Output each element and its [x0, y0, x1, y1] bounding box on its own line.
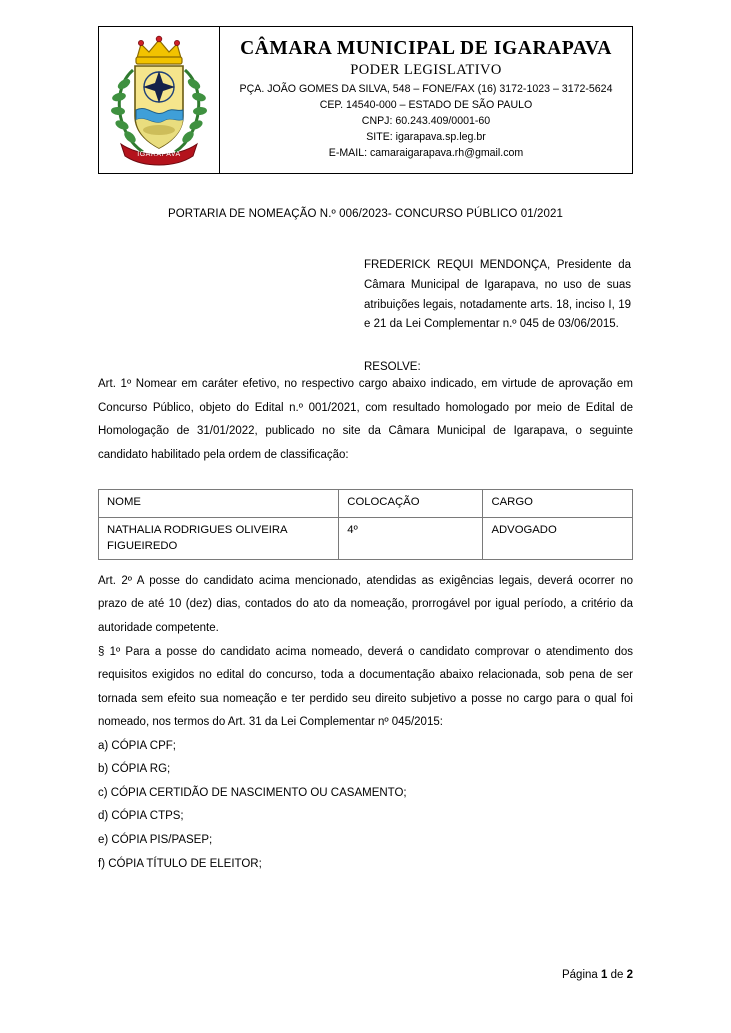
resolve-label: RESOLVE:: [364, 361, 421, 374]
institution-cnpj: CNPJ: 60.243.409/0001-60: [361, 115, 491, 128]
institution-title: CÂMARA MUNICIPAL DE IGARAPAVA: [240, 37, 612, 59]
footer-total-pages: 2: [626, 969, 633, 981]
intro-paragraph: FREDERICK REQUI MENDONÇA, Presidente da Câmara Municipal de Igarapava, no uso de suas atribuições legais, notadamente arts. 18, inciso I, 19 e 21 da Lei Complementar n.º 045 de 03/06/2015.: [364, 259, 631, 331]
article-1-paragraph: Art. 1º Nomear em caráter efetivo, no respectivo cargo abaixo indicado, em virtude de aprovação em Concurso Público, objeto do Edital n.º 001/2021, com resultado homologado por meio de Edital de Homologação de 31/01/2022, publicado no site da Câmara Municipal de Igarapava, o seguinte candidato habilitado pela ordem de classificação:: [98, 378, 633, 461]
list-item: b) CÓPIA RG;: [98, 763, 171, 776]
coat-of-arms-icon: [107, 32, 211, 168]
list-item: d) CÓPIA CTPS;: [98, 810, 184, 823]
footer-prefix: Página: [561, 969, 601, 981]
table-row: [99, 518, 633, 560]
cell-cargo: ADVOGADO: [483, 518, 633, 560]
crest-motto-text: IGARAPAVA: [137, 151, 181, 158]
institution-subtitle: PODER LEGISLATIVO: [350, 61, 502, 78]
paragraph-1: § 1º Para a posse do candidato acima nomeado, deverá o candidato comprovar o atendimento dos requisitos exigidos no edital do concurso, toda a documentação abaixo relacionada, sob pena de ser tornada sem efeito sua nomeação e ter perdido seu direito subjetivo a posse no cargo para o qual foi nomeado, nos termos do Art. 31 da Lei Complementar nº 045/2015:: [98, 645, 633, 729]
table-header-row: [99, 490, 633, 518]
table-header-nome: NOME: [99, 490, 339, 518]
list-item: f) CÓPIA TÍTULO DE ELEITOR;: [98, 857, 262, 870]
institution-email: E-MAIL: camaraigarapava.rh@gmail.com: [328, 147, 524, 160]
page-footer: [562, 969, 633, 981]
article-2-paragraph: Art. 2º A posse do candidato acima mencionado, atendidas as exigências legais, deverá ocorrer no prazo de até 10 (dez) dias, contados do ato da nomeação, prorrogável por igual período, a critério da autoridade competente.: [98, 574, 633, 634]
crest-cell: [99, 27, 220, 173]
table-header-colocacao: COLOCAÇÃO: [339, 490, 483, 518]
institution-cep: CEP. 14540-000 – ESTADO DE SÃO PAULO: [319, 99, 533, 112]
page-title: PORTARIA DE NOMEAÇÃO N.º 006/2023- CONCURSO PÚBLICO 01/2021: [167, 208, 564, 220]
list-item: c) CÓPIA CERTIDÃO DE NASCIMENTO OU CASAMENTO;: [98, 786, 407, 799]
candidates-table: [98, 489, 633, 560]
cell-nome: NATHALIA RODRIGUES OLIVEIRA FIGUEIREDO: [99, 518, 339, 560]
table-header-cargo: CARGO: [483, 490, 633, 518]
list-item: a) CÓPIA CPF;: [98, 739, 176, 752]
letterhead-text: [220, 27, 632, 173]
institution-site: SITE: igarapava.sp.leg.br: [366, 131, 486, 144]
letterhead: [98, 26, 633, 174]
footer-middle: de: [607, 969, 627, 981]
institution-address: PÇA. JOÃO GOMES DA SILVA, 548 – FONE/FAX (16) 3172-1023 – 3172-5624: [239, 82, 613, 95]
list-item: e) CÓPIA PIS/PASEP;: [98, 834, 213, 846]
footer-current-page: 1: [601, 969, 608, 981]
cell-colocacao: 4º: [339, 518, 483, 560]
